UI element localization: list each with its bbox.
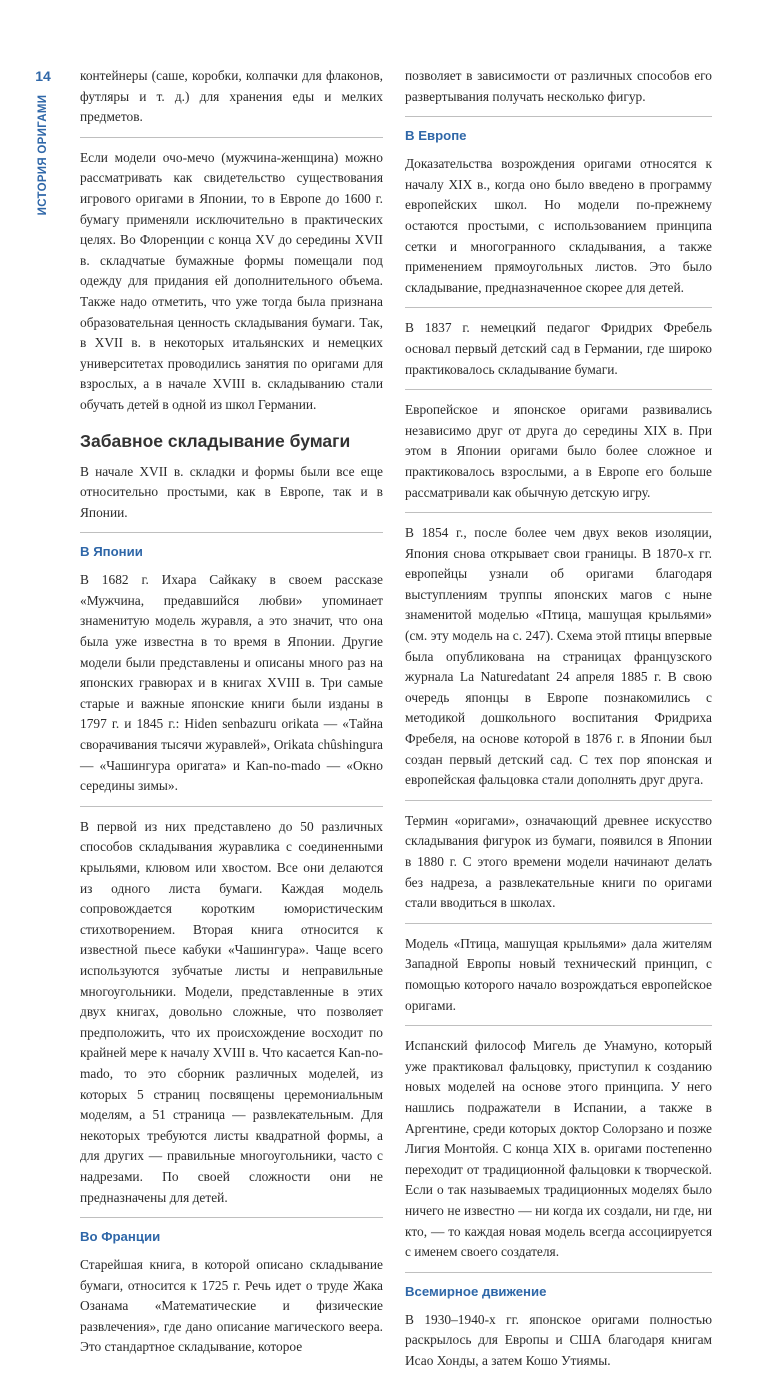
paragraph: Старейшая книга, в которой описано складывание бумаги, относится к 1725 г. Речь идет о труде Жака Озанама «Математические и физические развлечения», где дано описание магического веера. Это стандартное складывание, которое	[80, 1257, 383, 1355]
divider	[405, 512, 712, 513]
running-head-text: ИСТОРИЯ ОРИГАМИ	[37, 94, 49, 216]
divider	[405, 800, 712, 801]
left-column	[80, 66, 383, 1367]
section-heading: Забавное складывание бумаги	[80, 430, 351, 451]
paragraph: Испанский философ Мигель де Унамуно, который уже практиковал фальцовку, приступил к созданию новых моделей на основе этого принципа. У него нашлись подражатели в Испании, а также в Аргентине, среди которых доктор Солорзано и позже Лигия Монтойя. С конца XIX в. оригами постепенно переходит от традиционной фальцовки к творческой. Если о так называемых традиционных моделях было ничего не известно — ни когда их создали, ни где, ни кто, — то каждая новая модель всегда ассоциируется с именем своего создателя.	[405, 1038, 712, 1260]
divider	[405, 1025, 712, 1026]
divider	[405, 116, 712, 117]
subsection-heading-japan: В Японии	[80, 544, 143, 560]
paragraph: В первой из них представлено до 50 различных способов складывания журавлика с соединенными крыльями, клювом или хвостом. Все они делаются из одного листа бумаги. Каждая модель сопровождается коротким юмористическим стихотворением. Вторая книга относится к известной пьесе кабуки «Чашингура». Чаще всего используются зубчатые листы и неправильные многоугольники. Модели, представленные в этих двух книгах, довольно сложные, что позволяет предположить, что их происхождение восходит по крайней мере к началу XVIII в. Что касается Kan-no-mado, то это сборник различных моделей, из которых 5 страниц посвящены церемониальным моделям, а 51 страница — развлекательным. Для некоторых требуются листы квадратной формы, а для других — правильные многоугольники, часто с надрезами. По своей сложности они не предназначены для детей.	[80, 818, 383, 1205]
paragraph: Если модели очо-мечо (мужчина-женщина) можно рассматривать как свидетельство существования игрового оригами в Японии, то в Европе до 1600 г. бумагу применяли исключительно в практических целях. Во Флоренции с конца XV до середины XVII в. складчатые бумажные формы помещали под одежду для придания ей дополнительного объема. Также надо отметить, что уже тогда была признана образовательная ценность складывания бумаги. Так, в XVII в. в некоторых итальянских и немецких университетах проводились занятия по оригами для взрослых, а в начале XVIII в. складыванию стали обучать детей в одной из школ Германии.	[80, 149, 383, 412]
divider	[80, 806, 383, 807]
paragraph: В начале XVII в. складки и формы были все еще относительно простыми, как в Европе, так и в Японии.	[80, 463, 383, 520]
subsection-heading-france: Во Франции	[80, 1229, 161, 1245]
paragraph: В 1854 г., после более чем двух веков изоляции, Япония снова открывает свои границы. В 1870-х гг. европейцы узнали об оригами благодаря выступлениям труппы японских магов с ныне знаменитой моделью «Птица, машущая крыльями» (см. эту модель на с. 247). Схема этой птицы впервые была опубликована на страницах французского журнала La Naturedatant 24 апреля 1885 г. В свою очередь японцы в Европе познакомились с методикой дошкольного воспитания Фридриха Фребеля, на основе которой в 1876 г. в Японии был создан первый детский сад. С тех пор японская и европейская фальцовка стали дополнять друг друга.	[405, 525, 712, 788]
paragraph: позволяет в зависимости от различных способов его развертывания получать несколько фигур.	[405, 68, 712, 104]
divider	[80, 532, 383, 533]
paragraph: Европейское и японское оригами развивались независимо друг от друга до середины XIX в. При этом в Японии оригами было более сложное и практиковалось взрослыми, а в Европе его больше рассматривали как обычную детскую игру.	[405, 402, 712, 500]
divider	[405, 1272, 712, 1273]
paragraph: Модель «Птица, машущая крыльями» дала жителям Западной Европы новый технический принцип, с помощью которого начало возрождаться европейское оригами.	[405, 935, 712, 1013]
subsection-heading-europe: В Европе	[405, 128, 467, 144]
divider	[80, 137, 383, 138]
running-head	[36, 90, 50, 220]
paragraph: В 1682 г. Ихара Сайкаку в своем рассказе «Мужчина, предавшийся любви» упоминает знаменитую модель журавля, а это значит, что она была уже известна в то время в Японии. Другие модели были представлены и описаны много раз на японских гравюрах и в книгах XVIII в. Три самые старые и важные японские книги были изданы в 1797 г. и 1845 г.: Hiden senbazuru orikata — «Тайна сворачивания тысячи журавлей», Orikata chûshingura — «Чашингура оригата» и Kan-no-mado — «Окно середины зимы».	[80, 572, 383, 794]
divider	[405, 307, 712, 308]
paragraph: В 1930–1940-х гг. японское оригами полностью раскрылось для Европы и США благодаря книгам Исао Хонды, а затем Кошо Утиямы.	[405, 1311, 712, 1368]
paragraph: В 1837 г. немецкий педагог Фридрих Фребель основал первый детский сад в Германии, где широко практиковалось складывание бумаги.	[405, 320, 712, 377]
paragraph: контейнеры (саше, коробки, колпачки для флаконов, футляры и т. д.) для хранения еды и мелких предметов.	[80, 68, 383, 125]
paragraph: Термин «оригами», означающий древнее искусство складывания фигурок из бумаги, появился в Японии в 1880 г. С этого времени модели начинают делать без надреза, а развлекательные книги по оригами стали вводиться в школах.	[405, 812, 712, 911]
divider	[405, 923, 712, 924]
divider	[80, 1217, 383, 1218]
subsection-heading-world: Всемирное движение	[405, 1283, 547, 1299]
right-column	[405, 66, 712, 1380]
divider	[405, 389, 712, 390]
page-number: 14	[35, 68, 51, 84]
paragraph: Доказательства возрождения оригами относятся к началу XIX в., когда оно было введено в программу европейских школ. Но модели по-прежнему остаются простыми, с использованием принципа сетки и многогранного складывания, а также применением прямоугольных листов. Это было складывание, предназначенное скорее для детей.	[405, 156, 712, 295]
